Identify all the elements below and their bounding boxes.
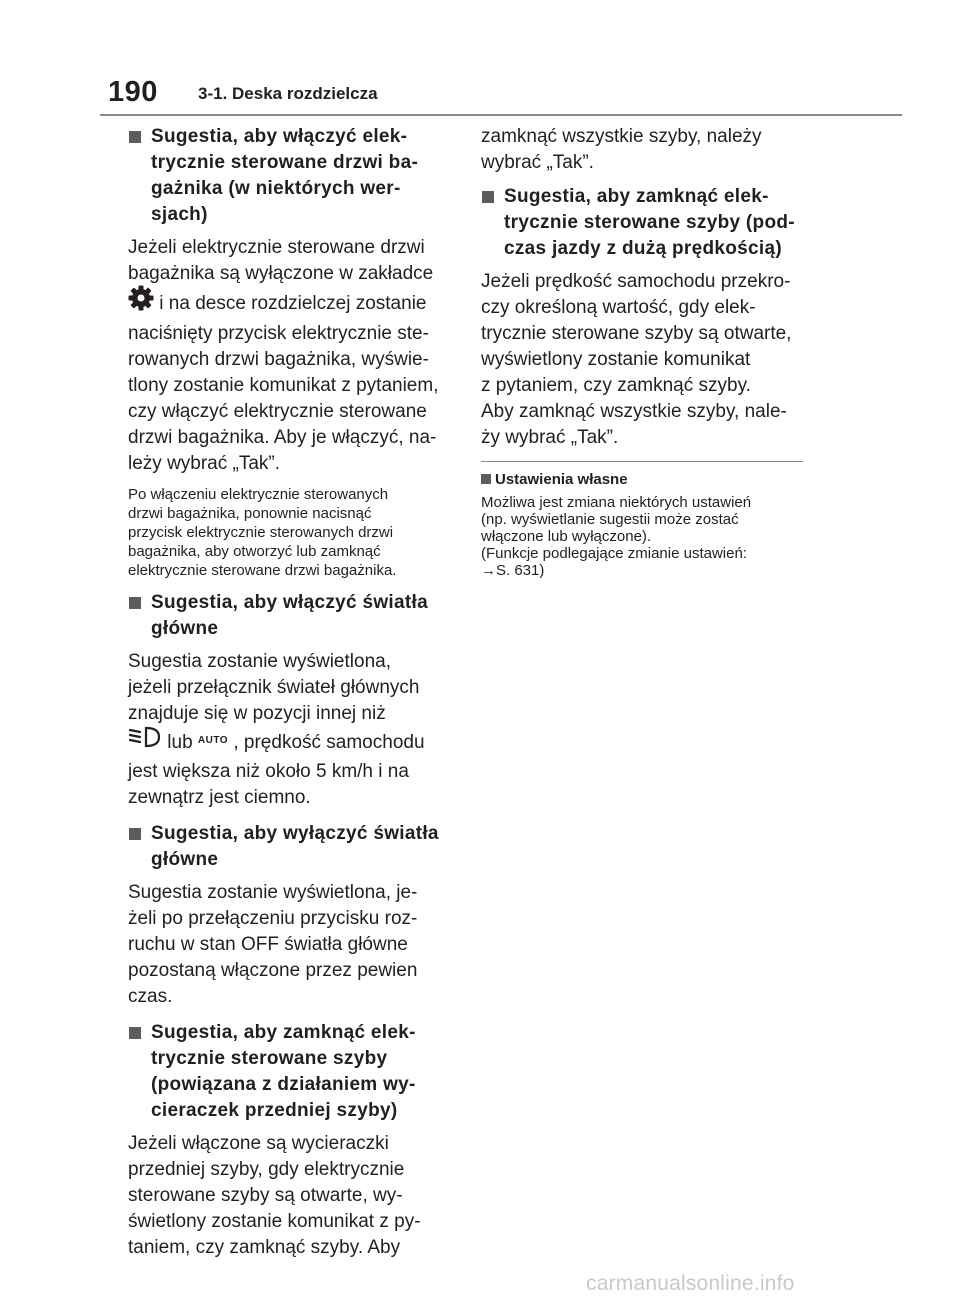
custom-settings-box bbox=[481, 470, 803, 579]
section-body: Sugestia zostanie wyświetlona, jeżeli przełącznik świateł głównych znajduje się w pozycji innej niż lub AUTO , prędkość samochodu jest większa niż około 5 km/h i na zewnątrz jest ciemno. bbox=[128, 651, 425, 808]
square-bullet-icon bbox=[129, 597, 141, 609]
square-bullet-icon bbox=[129, 131, 141, 143]
custom-settings-heading: Ustawienia własne bbox=[481, 470, 803, 490]
right-column bbox=[481, 124, 803, 579]
section-body: Jeżeli prędkość samochodu przekro- czy określoną wartość, gdy elek- trycznie sterowane szyby są otwarte, wyświetlony zostanie komunikat z pytaniem, czy zamknąć szyby. Aby zamknąć wszystkie szyby, nale- ży wybrać „Tak”. bbox=[481, 271, 792, 448]
custom-settings-text: Możliwa jest zmiana niektórych ustawień (np. wyświetlanie sugestii może zostać włączone lub wyłączone). (Funkcje podlegające zmianie ustawień: →S. 631) bbox=[481, 494, 803, 579]
section-heading: Sugestia, aby zamknąć elek- trycznie sterowane szyby (pod- czas jazdy z dużą prędkością) bbox=[481, 184, 803, 262]
square-bullet-icon bbox=[129, 1027, 141, 1039]
header-divider bbox=[100, 114, 902, 116]
auto-mode-icon: AUTO bbox=[197, 735, 229, 746]
section-body: Sugestia zostanie wyświetlona, je- żeli po przełączeniu przycisku roz- ruchu w stan OFF światła główne pozostaną włączone przez pewien czas. bbox=[128, 882, 418, 1007]
page-number: 190 bbox=[108, 76, 158, 108]
section-heading: Sugestia, aby włączyć światła główne bbox=[128, 590, 450, 642]
left-column bbox=[128, 124, 450, 1271]
section-divider bbox=[481, 461, 803, 462]
section-windows-wipers bbox=[128, 1020, 450, 1261]
section-windows-speed bbox=[481, 184, 803, 451]
headlight-low-beam-icon bbox=[128, 725, 162, 757]
gear-icon bbox=[128, 285, 154, 319]
section-title: 3-1. Deska rozdzielcza bbox=[198, 84, 378, 103]
section-heading: Sugestia, aby wyłączyć światła główne bbox=[128, 821, 450, 873]
continued-text: zamknąć wszystkie szyby, należy wybrać „Tak”. bbox=[481, 126, 762, 173]
section-headlights-on bbox=[128, 590, 450, 811]
square-bullet-icon bbox=[482, 191, 494, 203]
section-heading: Sugestia, aby zamknąć elek- trycznie sterowane szyby (powiązana z działaniem wy- cieraczek przedniej szyby) bbox=[128, 1020, 450, 1124]
watermark: carmanualsonline.info bbox=[586, 1272, 795, 1295]
section-trunk-door bbox=[128, 124, 450, 580]
page-reference-link[interactable]: →S. 631) bbox=[481, 562, 545, 579]
section-headlights-off bbox=[128, 821, 450, 1010]
section-body: Jeżeli włączone są wycieraczki przedniej szyby, gdy elektrycznie sterowane szyby są otwarte, wy- świetlony zostanie komunikat z py- taniem, czy zamknąć szyby. Aby bbox=[128, 1133, 421, 1258]
section-body: Jeżeli elektrycznie sterowane drzwi bagażnika są wyłączone w zakładce i na desce rozdzielczej zostanie naciśnięty przycisk elektrycznie ste- rowanych drzwi bagażnika, wyświe- tlony zostanie komunikat z pytaniem, czy włączyć elektrycznie sterowane drzwi bagażnika. Aby je włączyć, na- leży wybrać „Tak”. bbox=[128, 237, 439, 474]
square-bullet-icon bbox=[129, 828, 141, 840]
section-heading: Sugestia, aby włączyć elek- trycznie sterowane drzwi ba- gażnika (w niektórych wer- sjach) bbox=[128, 124, 450, 228]
section-note: Po włączeniu elektrycznie sterowanych drzwi bagażnika, ponownie nacisnąć przycisk elektrycznie sterowanych drzwi bagażnika, aby otworzyć lub zamknąć elektrycznie sterowane drzwi bagażnika. bbox=[128, 486, 397, 579]
square-bullet-icon bbox=[481, 474, 491, 484]
